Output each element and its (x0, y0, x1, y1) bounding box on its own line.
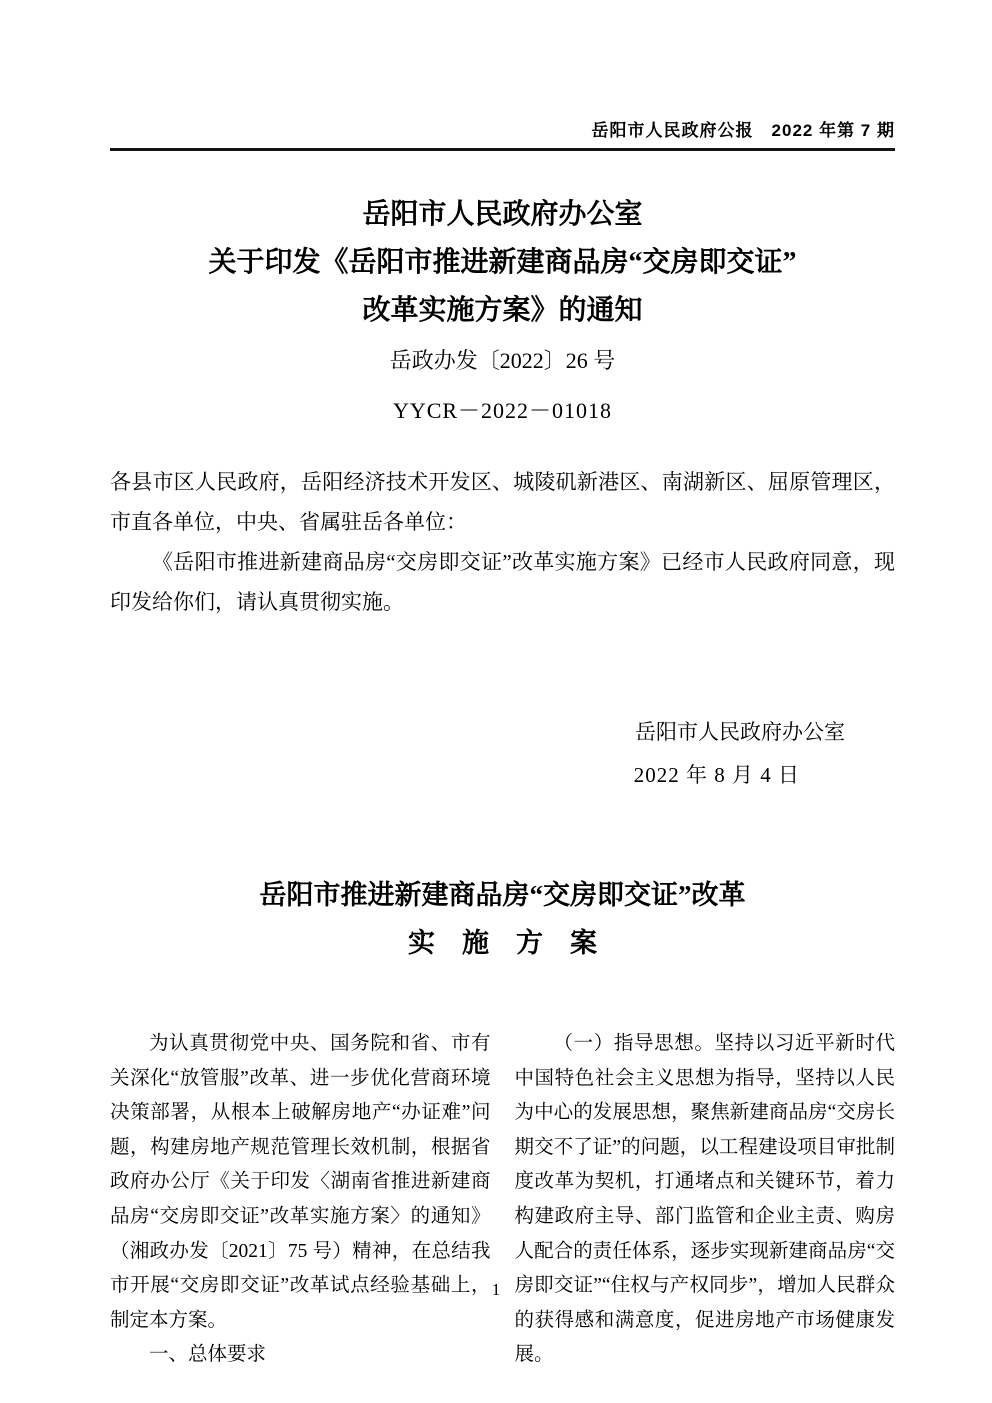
plan-left-column (110, 1027, 491, 1373)
doc-code: YYCR－2022－01018 (392, 398, 613, 423)
signature-org: 岳阳市人民政府办公室 (635, 720, 845, 744)
signature-date: 2022 年 8 月 4 日 (633, 763, 800, 787)
doc-number: 岳政办发〔2022〕26 号 (389, 348, 616, 373)
notice-body-paragraph: 《岳阳市推进新建商品房“交房即交证”改革实施方案》已经市人民政府同意，现印发给你们，请认真贯彻实施。 (110, 550, 895, 614)
plan-right-column (515, 1027, 896, 1373)
notice-title-line-2: 关于印发《岳阳市推进新建商品房“交房即交证” (208, 247, 797, 278)
gazette-title: 岳阳市人民政府公报 (591, 121, 754, 140)
plan-title-line-1: 岳阳市推进新建商品房“交房即交证”改革 (259, 880, 746, 910)
notice-title (110, 191, 895, 335)
gazette-issue: 2022 年第 7 期 (771, 121, 895, 140)
notice-title-line-3: 改革实施方案》的通知 (362, 295, 643, 326)
plan-title (110, 871, 895, 967)
plan-title-line-2: 实 施 方 案 (408, 928, 597, 958)
plan-body-columns (110, 1027, 895, 1373)
addressee-paragraph: 各县市区人民政府，岳阳经济技术开发区、城陵矶新港区、南湖新区、屈原管理区，市直各单位，中央、省属驻岳各单位： (110, 470, 895, 534)
plan-section-heading: 一、总体要求 (149, 1344, 267, 1366)
signature-block (110, 720, 895, 787)
running-header (110, 0, 895, 151)
plan-guiding-ideology-paragraph: （一）指导思想。坚持以习近平新时代中国特色社会主义思想为指导，坚持以人民为中心的发展思想，聚焦新建商品房“交房长期交不了证”的问题，以工程建设项目审批制度改革为契机，打通堵点和关键环节，着力构建政府主导、部门监管和企业主责、购房人配合的责任体系，逐步实现新建商品房“交房即交证”“住权与产权同步”，增加人民群众的获得感和满意度，促进房地产市场健康发展。 (514, 1033, 895, 1366)
plan-intro-paragraph: 为认真贯彻党中央、国务院和省、市有关深化“放管服”改革、进一步优化营商环境决策部署，从根本上破解房地产“办证难”问题，构建房地产规范管理长效机制，根据省政府办公厅《关于印发〈湖南省推进新建商品房“交房即交证”改革实施方案〉的通知》（湘政办发〔2021〕75 号）精神，在总结我市开展“交房即交证”改革试点经验基础上，制定本方案。 (110, 1033, 491, 1331)
page-number: 1 (491, 1280, 501, 1299)
notice-title-line-1: 岳阳市人民政府办公室 (362, 199, 643, 230)
